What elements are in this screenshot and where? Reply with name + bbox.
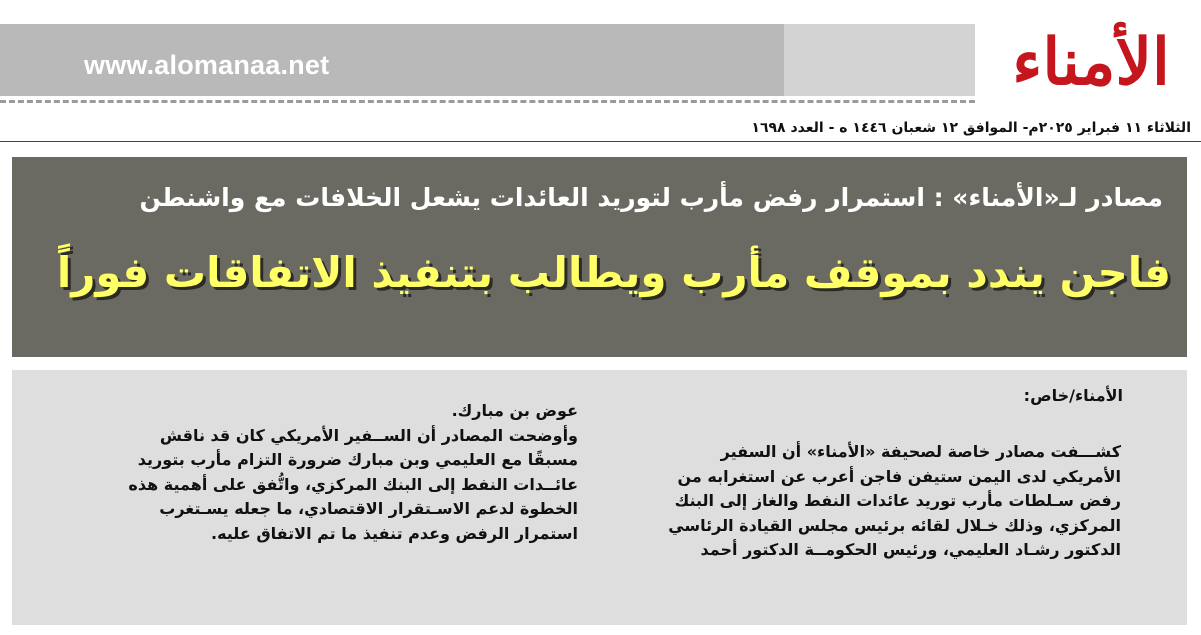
article-text-line: مسبقًا مع العليمي وبن مبارك ضرورة التزام مأرب بتوريد [137,450,578,469]
article-text-line: عوض بن مبارك. [451,401,578,420]
article-text-line: الدكتور رشـاد العليمي، ورئيس الحكومــة الدكتور أحمد [700,540,1121,559]
article-text-line: رفض سـلطات مأرب توريد عائدات النفط والغاز إلى البنك [674,491,1121,510]
article-text-line: الأمريكي لدى اليمن ستيفن فاجن أعرب عن استغرابه من [677,466,1121,486]
article-text-line: الخطوة لدعم الاسـتقرار الاقتصادي، ما جعله يسـتغرب [159,499,578,518]
article-column-right [598,440,1121,563]
issue-dateline: الثلاثاء ١١ فبراير ٢٠٢٥م- الموافق ١٢ شعبان ١٤٤٦ ه - العدد ١٦٩٨ [751,120,1191,136]
article-text-line: كشـــفت مصادر خاصة لصحيفة «الأمناء» أن السفير [720,442,1121,461]
article-kicker: مصادر لـ«الأمناء» : استمرار رفض مأرب لتوريد العائدات يشعل الخلافات مع واشنطن [139,183,1163,212]
article-text-line: المركزي، وذلك خـلال لقائه برئيس مجلس القيادة الرئاسي [668,515,1121,535]
website-url[interactable]: www.alomanaa.net [84,50,330,80]
article-byline: الأمناء/خاص: [1023,386,1123,405]
article-text-line: عائــدات النفط إلى البنك المركزي، واتُّفق على أهمية هذه [128,474,578,494]
dateline-rule [0,141,1201,142]
newspaper-logo: الأمناء [1012,25,1170,100]
article-headline: فاجن يندد بموقف مأرب ويطالب بتنفيذ الاتفاقات فوراً [56,248,1171,297]
article-text-line: وأوضحت المصادر أن الســفير الأمريكي كان قد ناقش [159,425,578,445]
article-column-left [96,399,578,546]
masthead-divider [0,100,975,103]
article-text-line: استمرار الرفض وعدم تنفيذ ما تم الاتفاق عليه. [210,523,578,543]
